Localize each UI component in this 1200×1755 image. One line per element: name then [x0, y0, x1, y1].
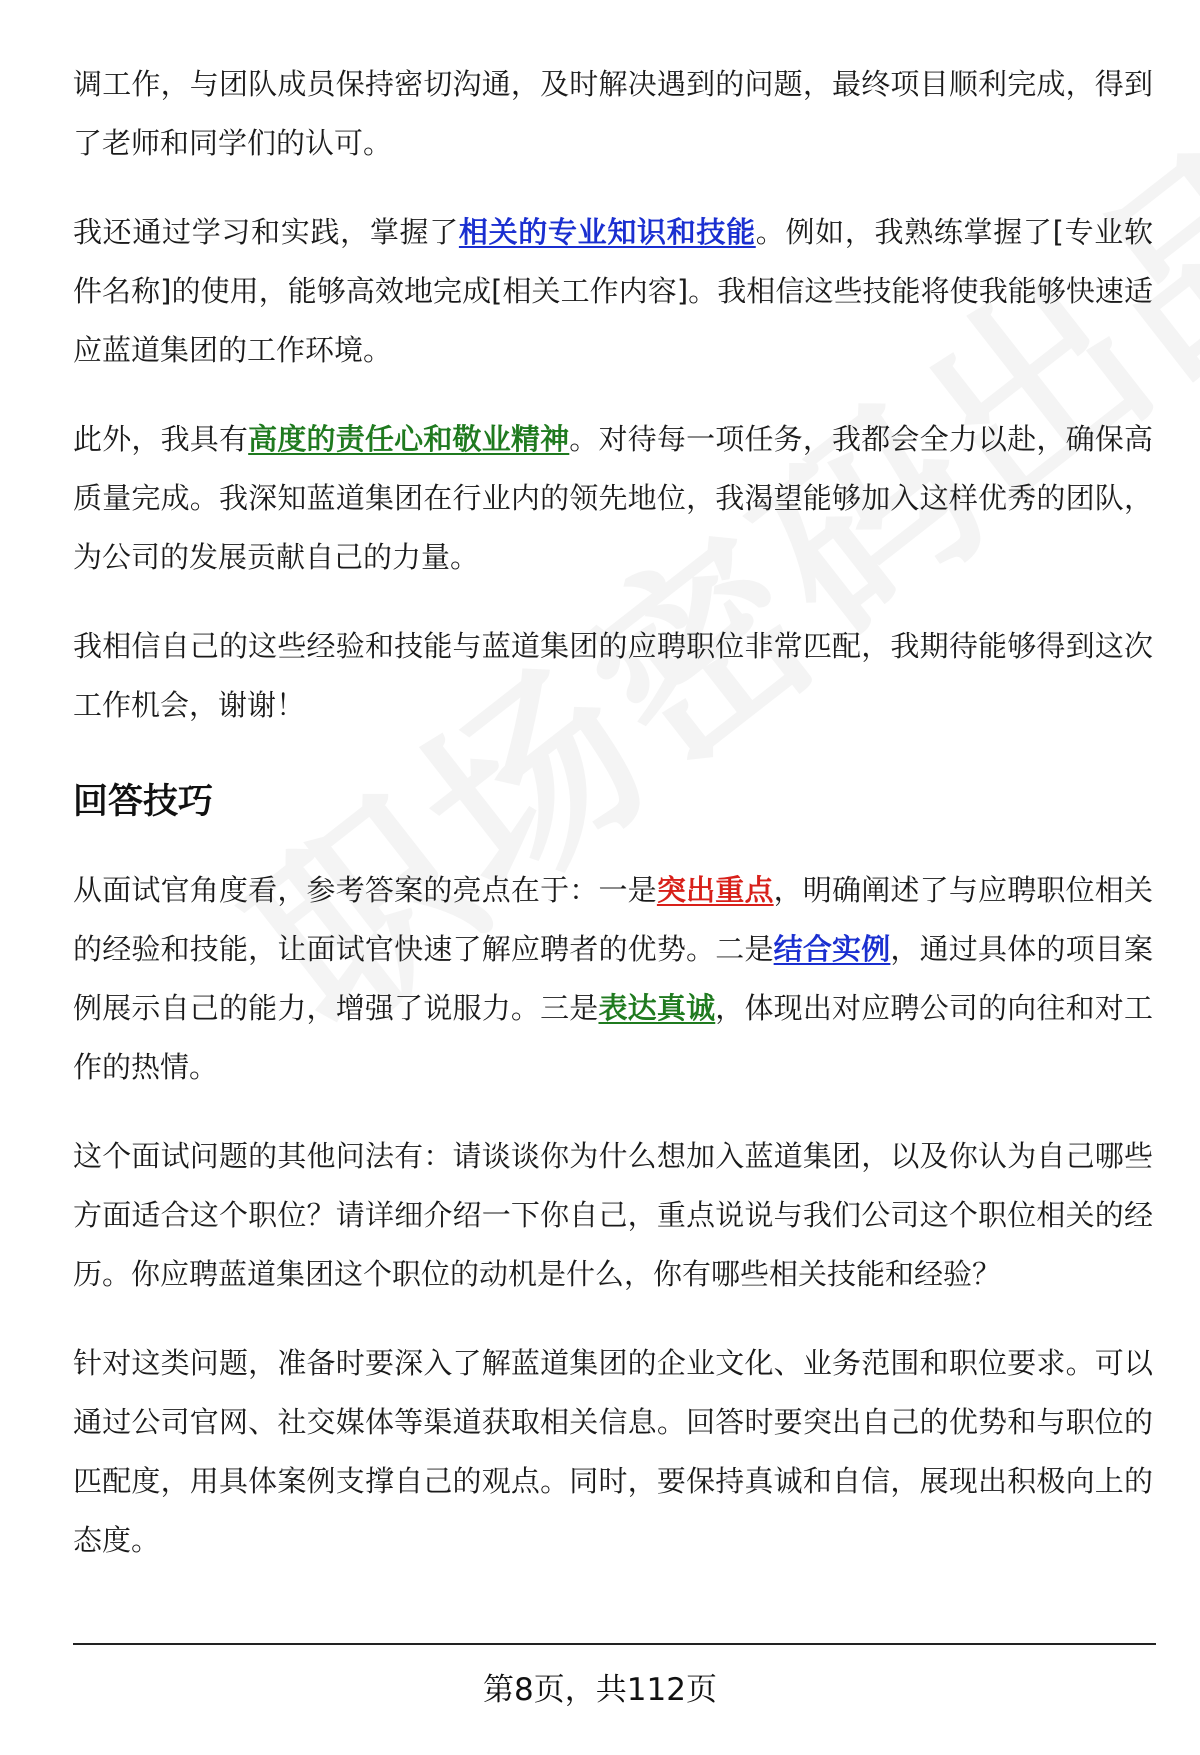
footer-divider	[73, 1643, 1156, 1645]
paragraph-6-text: 这个面试问题的其他问法有：请谈谈你为什么想加入蓝道集团，以及你认为自己哪些方面适合这个职位？请详细介绍一下你自己，重点说说与我们公司这个职位相关的经历。你应聘蓝道集团这个职位的动机是什么，你有哪些相关技能和经验？	[73, 1139, 1153, 1291]
paragraph-3	[73, 410, 1153, 587]
highlight-professional-skills: 相关的专业知识和技能	[458, 215, 756, 249]
paragraph-7	[73, 1334, 1153, 1570]
paragraph-4	[73, 617, 1153, 735]
paragraph-6	[73, 1127, 1153, 1304]
paragraph-1-text: 调工作，与团队成员保持密切沟通，及时解决遇到的问题，最终项目顺利完成，得到了老师和同学们的认可。	[73, 67, 1153, 160]
paragraph-3-after: 。对待每一项任务，我都会全力以赴，确保高质量完成。我深知蓝道集团在行业内的领先地位，我渴望能够加入这样优秀的团队，为公司的发展贡献自己的力量。	[73, 422, 1153, 574]
highlight-sincerity: 表达真诚	[598, 991, 716, 1025]
paragraph-2-before: 我还通过学习和实践，掌握了	[73, 215, 459, 249]
paragraph-2	[73, 203, 1153, 380]
highlight-key-points: 突出重点	[656, 873, 774, 907]
paragraph-2-after: 。例如，我熟练掌握了[专业软件名称]的使用，能够高效地完成[相关工作内容]。我相信这些技能将使我能够快速适应蓝道集团的工作环境。	[73, 215, 1153, 367]
paragraph-5-part-1: 从面试官角度看，参考答案的亮点在于：一是	[73, 873, 657, 907]
paragraph-5	[73, 861, 1153, 1097]
highlight-examples: 结合实例	[773, 932, 891, 966]
paragraph-1	[73, 55, 1153, 173]
paragraph-3-before: 此外，我具有	[73, 422, 249, 456]
paragraph-5-part-2: ，明确阐述了与应聘职位相关的经验和技能，让面试官快速了解应聘者的优势。二是	[73, 873, 1153, 966]
paragraph-7-text: 针对这类问题，准备时要深入了解蓝道集团的企业文化、业务范围和职位要求。可以通过公司官网、社交媒体等渠道获取相关信息。回答时要突出自己的优势和与职位的匹配度，用具体案例支撑自己的观点。同时，要保持真诚和自信，展现出积极向上的态度。	[73, 1346, 1153, 1557]
main-content	[73, 55, 1153, 1600]
paragraph-5-part-3: ，通过具体的项目案例展示自己的能力，增强了说服力。三是	[73, 932, 1153, 1025]
page-number: 第8页，共112页	[483, 1672, 717, 1708]
paragraph-5-part-4: ，体现出对应聘公司的向往和对工作的热情。	[73, 991, 1153, 1084]
section-title: 回答技巧	[73, 782, 214, 822]
highlight-responsibility: 高度的责任心和敬业精神	[248, 422, 570, 456]
paragraph-4-text: 我相信自己的这些经验和技能与蓝道集团的应聘职位非常匹配，我期待能够得到这次工作机会，谢谢！	[73, 629, 1153, 722]
